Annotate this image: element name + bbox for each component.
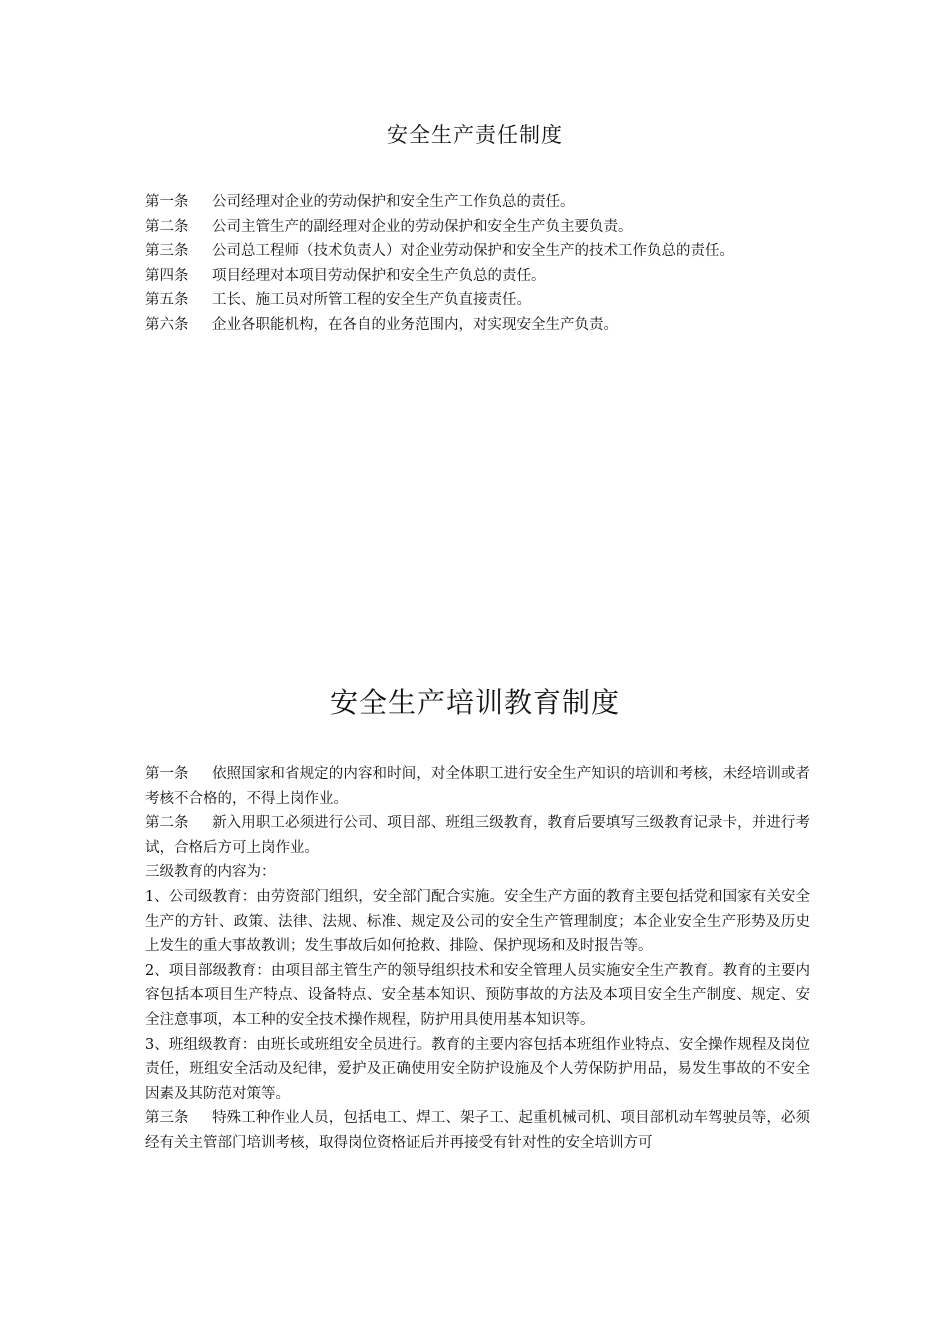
article-label: 第一条 [145, 194, 189, 210]
article-label: 第四条 [145, 267, 189, 284]
article-label: 第一条 [145, 766, 189, 782]
article-text: 新入用职工必须进行公司、项目部、班组三级教育，教育后要填写三级教育记录卡，并进行考试，合格后方可上岗作业。 [145, 815, 810, 856]
education-item-team: 3、班组级教育：由班长或班组安全员进行。教育的主要内容包括本班组作业特点、安全操作规程及岗位责任，班组安全活动及纪律，爱护及正确使用安全防护设施及个人劳保防护用品，易发生事故的不安全因素及其防范对策等。 [145, 1036, 810, 1102]
article-text: 企业各职能机构，在各自的业务范围内，对实现安全生产负责。 [212, 316, 618, 333]
article-text: 工长、施工员对所管工程的安全生产负直接责任。 [212, 292, 531, 308]
article-text: 特殊工种作业人员，包括电工、焊工、架子工、起重机械司机、项目部机动车驾驶员等，必须经有关主管部门培训考核，取得岗位资格证后并再接受有针对性的安全培训方可 [145, 1110, 810, 1151]
article-6 [145, 313, 825, 338]
article-label: 第三条 [145, 1110, 189, 1127]
education-item-company: 1、公司级教育：由劳资部门组织，安全部门配合实施。安全生产方面的教育主要包括党和国家有关安全生产的方针、政策、法律、法规、标准、规定及公司的安全生产管理制度；本企业安全生产形势及历史上发生的重大事故教训；发生事故后如何抢救、排险、保护现场和及时报告等。 [145, 888, 810, 955]
education-intro: 三级教育的内容为： [145, 864, 276, 881]
article-label: 第六条 [145, 316, 189, 333]
article-label: 第二条 [145, 218, 189, 235]
article-text: 项目经理对本项目劳动保护和安全生产负总的责任。 [212, 267, 546, 284]
article-text: 公司经理对企业的劳动保护和安全生产工作负总的责任。 [212, 194, 575, 210]
article-4 [145, 264, 825, 289]
article-label: 第二条 [145, 815, 189, 832]
education-item-project: 2、项目部级教育：由项目部主管生产的领导组织技术和安全管理人员实施安全生产教育。教育的主要内容包括本项目生产特点、设备特点、安全基本知识、预防事故的方法及本项目安全生产制度、规定、安全注意事项，本工种的安全技术操作规程，防护用具使用基本知识等。 [145, 962, 810, 1028]
section2-body [145, 762, 810, 1156]
training-article-3 [145, 1106, 810, 1155]
article-label: 第三条 [145, 243, 189, 259]
training-article-2 [145, 811, 810, 860]
article-3 [145, 239, 825, 264]
article-text: 依照国家和省规定的内容和时间，对全体职工进行安全生产知识的培训和考核，未经培训或者考核不合格的，不得上岗作业。 [145, 766, 810, 807]
section1-title: 安全生产责任制度 [387, 123, 563, 147]
section2-title: 安全生产培训教育制度 [329, 686, 620, 719]
article-text: 公司总工程师（技术负责人）对企业劳动保护和安全生产的技术工作负总的责任。 [212, 243, 734, 259]
article-2 [145, 215, 825, 240]
article-text: 公司主管生产的副经理对企业的劳动保护和安全生产负主要负责。 [212, 218, 633, 235]
training-article-1 [145, 762, 810, 811]
article-1 [145, 190, 825, 215]
section1-article-list [145, 190, 825, 337]
article-5 [145, 288, 825, 313]
article-label: 第五条 [145, 292, 189, 308]
